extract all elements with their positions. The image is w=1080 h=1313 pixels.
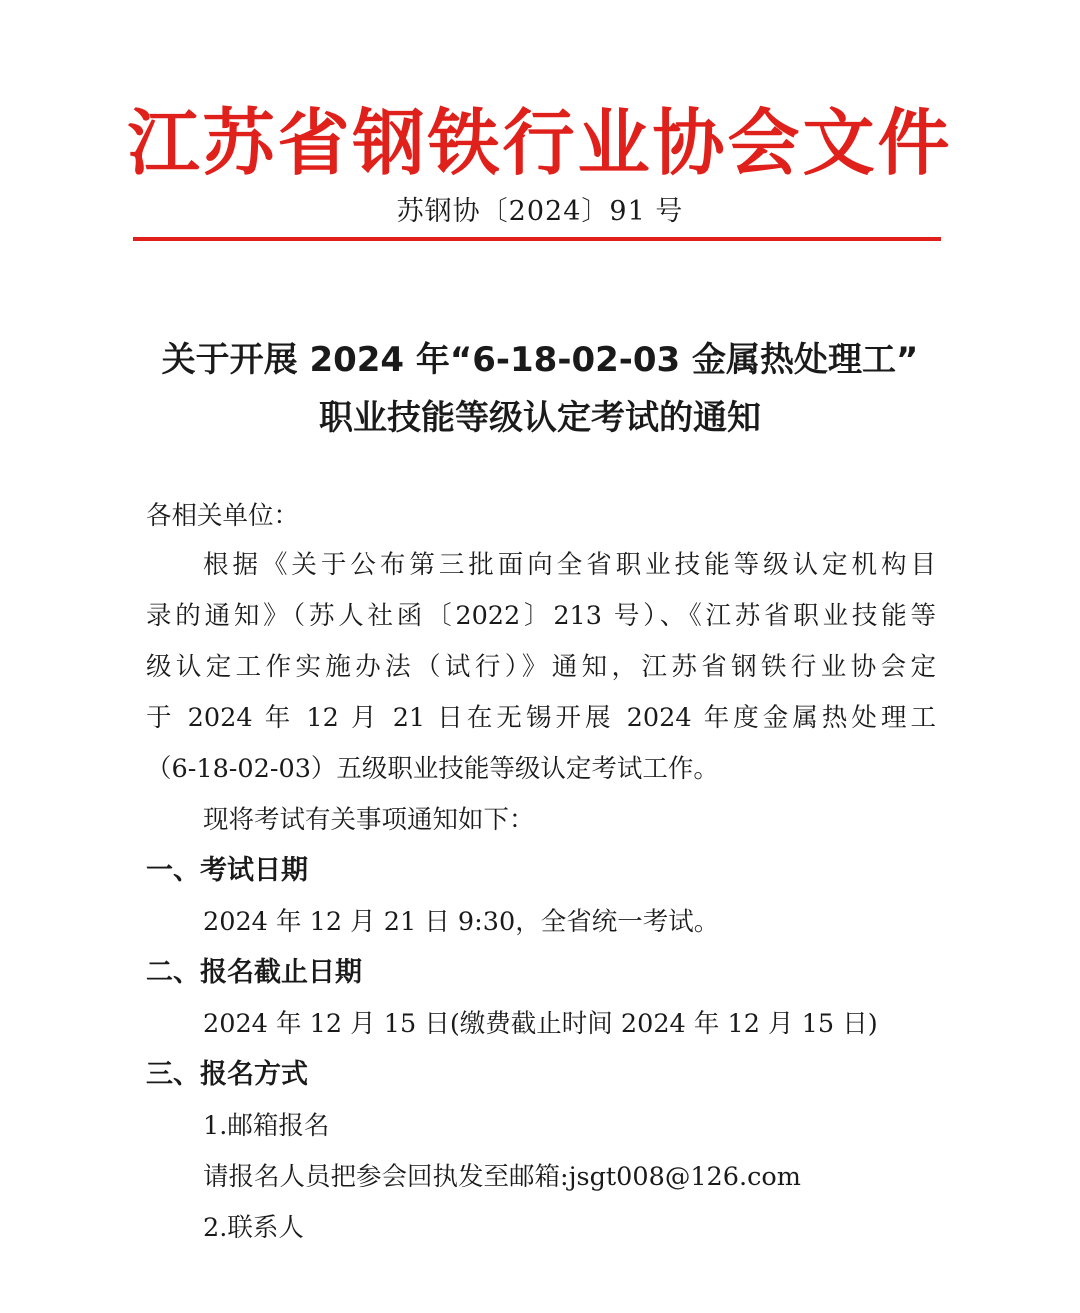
- red-divider-rule: [133, 237, 941, 241]
- paragraph-line: 级认定工作实施办法（试行）》通知，江苏省钢铁行业协会定: [146, 652, 936, 682]
- notice-title-line-2: 职业技能等级认定考试的通知: [319, 398, 761, 438]
- salutation: 各相关单位：: [146, 501, 300, 531]
- paragraph-line: 根据《关于公布第三批面向全省职业技能等级认定机构目: [203, 550, 936, 580]
- issuing-org-title: 江苏省钢铁行业协会文件: [127, 101, 953, 185]
- paragraph-line: 录的通知》（苏人社函〔2022〕213 号）、《江苏省职业技能等: [146, 601, 936, 631]
- document-number: 苏钢协〔2024〕91 号: [396, 196, 684, 227]
- intro-paragraph: 现将考试有关事项通知如下：: [203, 805, 535, 835]
- contact-person-item: 2.联系人: [203, 1213, 304, 1243]
- paragraph-line: 于 2024 年 12 月 21 日在无锡开展 2024 年度金属热处理工: [146, 703, 936, 733]
- registration-deadline-text: 2024 年 12 月 15 日(缴费截止时间 2024 年 12 月 15 日): [203, 1009, 878, 1039]
- section-heading-registration-deadline: 二、报名截止日期: [146, 957, 362, 988]
- notice-title-line-1: 关于开展 2024 年“6-18-02-03 金属热处理工”: [161, 340, 919, 380]
- section-heading-exam-date: 一、考试日期: [146, 855, 308, 886]
- paragraph-line: （6-18-02-03）五级职业技能等级认定考试工作。: [146, 754, 719, 784]
- section-heading-registration-method: 三、报名方式: [146, 1059, 308, 1090]
- email-instruction-text: 请报名人员把参会回执发至邮箱:jsgt008@126.com: [203, 1162, 801, 1192]
- exam-date-text: 2024 年 12 月 21 日 9:30，全省统一考试。: [203, 907, 720, 937]
- email-registration-item: 1.邮箱报名: [203, 1111, 330, 1141]
